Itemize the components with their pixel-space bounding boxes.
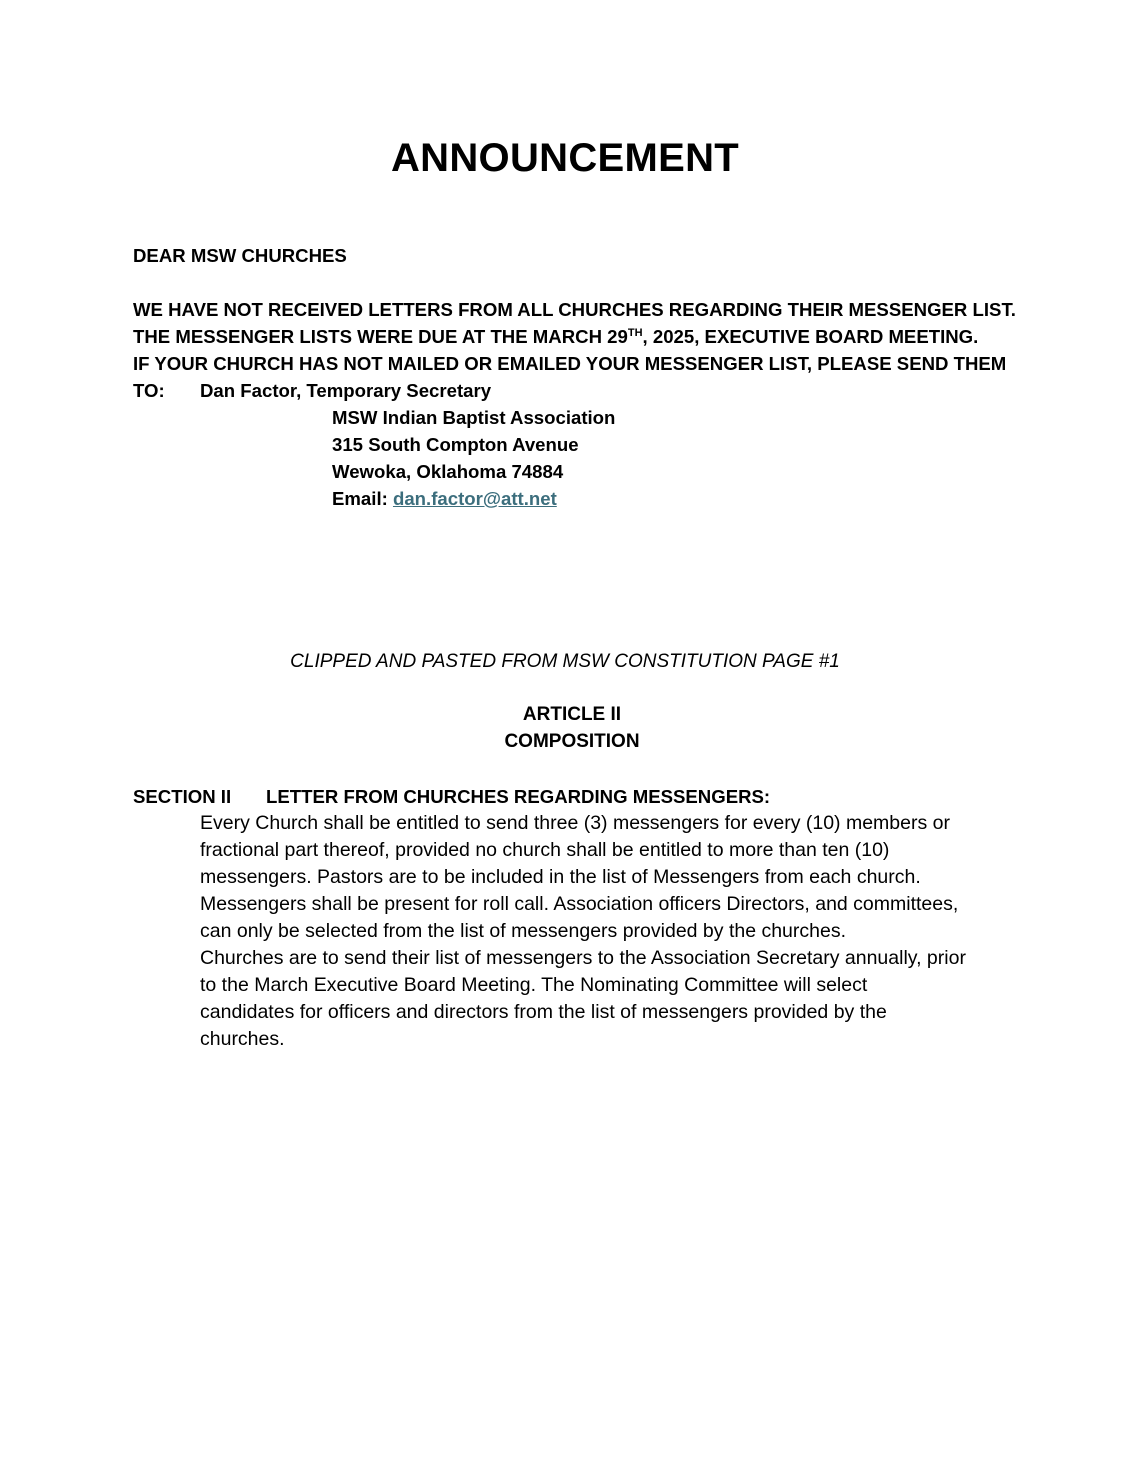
address-city: Wewoka, Oklahoma 74884 <box>332 461 564 482</box>
section-text-line: can only be selected from the list of messengers provided by the churches. <box>200 920 847 942</box>
notice-to-line <box>133 377 491 404</box>
recipient-name: Dan Factor, Temporary Secretary <box>200 380 492 401</box>
section-heading: LETTER FROM CHURCHES REGARDING MESSENGERS: <box>266 786 771 807</box>
email-link[interactable]: dan.factor@att.net <box>392 488 557 509</box>
clip-note: CLIPPED AND PASTED FROM MSW CONSTITUTION PAGE #1 <box>290 651 840 672</box>
section-text-line: churches. <box>200 1028 285 1050</box>
notice-line-2-start: THE MESSENGER LISTS WERE DUE AT THE MARCH 29 <box>133 326 628 347</box>
section-text-line: candidates for officers and directors from the list of messengers provided by the <box>200 1001 887 1023</box>
section-text-line: Churches are to send their list of messengers to the Association Secretary annually, prior <box>200 947 966 969</box>
notice-superscript: TH <box>627 327 643 339</box>
section-heading-line <box>133 783 770 810</box>
section-text-line: to the March Executive Board Meeting. The Nominating Committee will select <box>200 974 868 996</box>
address-org: MSW Indian Baptist Association <box>332 407 616 428</box>
section-text-line: Every Church shall be entitled to send three (3) messengers for every (10) members or <box>200 812 950 834</box>
salutation: DEAR MSW CHURCHES <box>133 245 347 266</box>
article-number: ARTICLE II <box>522 704 622 725</box>
address-email-line <box>332 485 557 512</box>
page-title: ANNOUNCEMENT <box>390 136 740 180</box>
article-name: COMPOSITION <box>504 731 640 752</box>
email-label: Email: <box>332 488 393 509</box>
section-text-line: messengers. Pastors are to be included in the list of Messengers from each church. <box>200 866 921 888</box>
notice-line-2 <box>133 323 978 350</box>
notice-line-3: IF YOUR CHURCH HAS NOT MAILED OR EMAILED YOUR MESSENGER LIST, PLEASE SEND THEM <box>133 353 1007 374</box>
to-label: TO: <box>133 380 165 401</box>
section-text-line: fractional part thereof, provided no church shall be entitled to more than ten (10) <box>200 839 890 861</box>
section-label: SECTION II <box>133 786 232 807</box>
section-text-line: Messengers shall be present for roll call. Association officers Directors, and committees, <box>200 893 959 915</box>
address-street: 315 South Compton Avenue <box>332 434 579 455</box>
notice-line-1: WE HAVE NOT RECEIVED LETTERS FROM ALL CHURCHES REGARDING THEIR MESSENGER LIST. <box>133 299 1016 320</box>
notice-line-2-end: , 2025, EXECUTIVE BOARD MEETING. <box>642 326 979 347</box>
